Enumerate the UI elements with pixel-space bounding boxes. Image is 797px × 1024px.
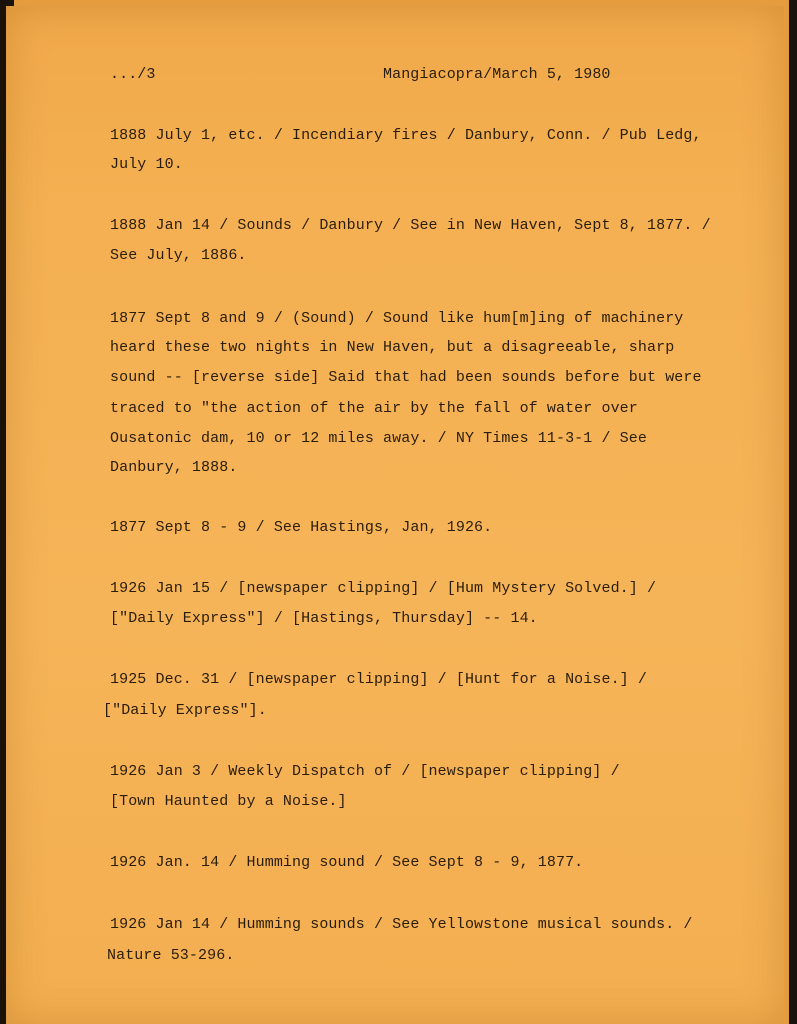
entry-line: traced to "the action of the air by the fall of water over [110,400,638,417]
entry-line: sound -- [reverse side] Said that had been sounds before but were [110,369,702,386]
entry-line: 1877 Sept 8 - 9 / See Hastings, Jan, 1926. [110,519,493,536]
entry-line: 1926 Jan 15 / [newspaper clipping] / [Hum Mystery Solved.] / [110,580,657,597]
author-date: Mangiacopra/March 5, 1980 [383,66,611,83]
entry-line: 1926 Jan 3 / Weekly Dispatch of / [newspaper clipping] / [110,763,620,780]
page-number: .../3 [110,66,156,83]
entry-line: Nature 53-296. [107,947,235,964]
entry-line: 1888 July 1, etc. / Incendiary fires / Danbury, Conn. / Pub Ledg, [110,127,702,144]
entry-line: 1877 Sept 8 and 9 / (Sound) / Sound like hum[m]ing of machinery [110,310,684,327]
entry-line: July 10. [110,156,183,173]
entry-line: Danbury, 1888. [110,459,238,476]
entry-line: ["Daily Express"] / [Hastings, Thursday] -- 14. [110,610,538,627]
entry-line: 1888 Jan 14 / Sounds / Danbury / See in New Haven, Sept 8, 1877. / [110,217,711,234]
entry-line: heard these two nights in New Haven, but a disagreeable, sharp [110,339,675,356]
entry-line: 1926 Jan 14 / Humming sounds / See Yellowstone musical sounds. / [110,916,693,933]
entry-line: 1925 Dec. 31 / [newspaper clipping] / [Hunt for a Noise.] / [110,671,647,688]
entry-line: 1926 Jan. 14 / Humming sound / See Sept 8 - 9, 1877. [110,854,584,871]
entry-line: Ousatonic dam, 10 or 12 miles away. / NY Times 11-3-1 / See [110,430,647,447]
entry-line: See July, 1886. [110,247,247,264]
entry-line: [Town Haunted by a Noise.] [110,793,347,810]
entry-line: ["Daily Express"]. [103,702,267,719]
